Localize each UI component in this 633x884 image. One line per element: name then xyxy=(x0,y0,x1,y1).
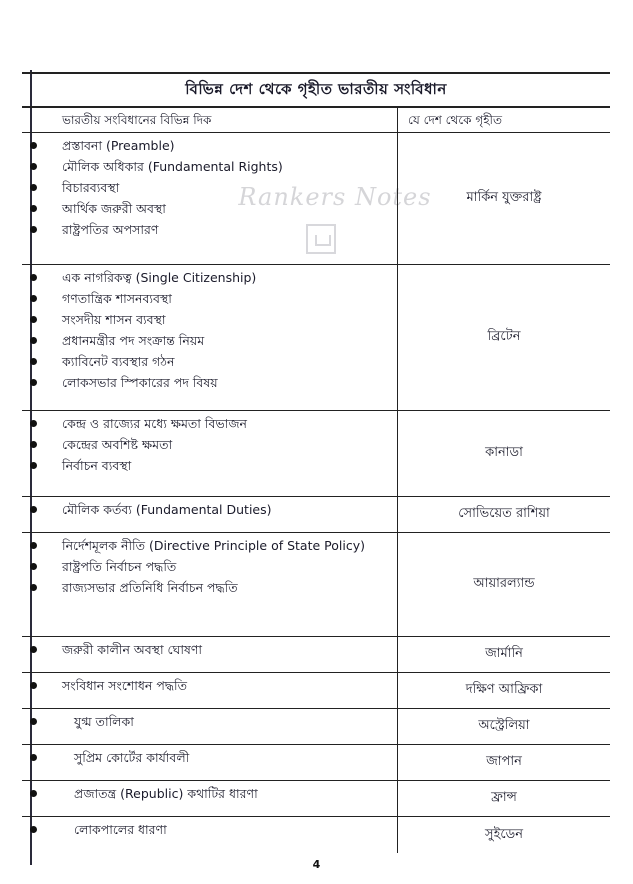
list-item: এক নাগরিকত্ব (Single Citizenship) xyxy=(22,267,397,288)
feature-cell xyxy=(22,673,398,708)
bullet-icon xyxy=(30,358,37,365)
table-row xyxy=(22,411,610,497)
list-item: মৌলিক কর্তব্য (Fundamental Duties) xyxy=(22,499,397,520)
country-cell: কানাডা xyxy=(485,445,523,460)
list-item: রাষ্ট্রপতির অপসারণ xyxy=(22,219,397,240)
bullet-icon xyxy=(30,682,37,689)
country-cell: মার্কিন যুক্তরাষ্ট্র xyxy=(466,190,542,205)
list-item: নির্দেশমূলক নীতি (Directive Principle of State Policy) xyxy=(22,535,397,556)
watermark-text: Rankers Notes xyxy=(238,183,432,211)
feature-cell xyxy=(22,133,398,264)
bullet-icon xyxy=(30,337,37,344)
list-item: প্রস্তাবনা (Preamble) xyxy=(22,135,397,156)
feature-cell xyxy=(22,533,398,636)
feature-cell xyxy=(22,411,398,496)
bullet-icon xyxy=(30,274,37,281)
country-cell: দক্ষিণ আফ্রিকা xyxy=(465,682,543,697)
bullet-icon xyxy=(30,563,37,570)
feature-cell xyxy=(22,637,398,672)
table-row xyxy=(22,265,610,411)
bullet-icon xyxy=(30,316,37,323)
constitution-sources-table xyxy=(22,72,610,853)
bullet-icon xyxy=(30,142,37,149)
table-row xyxy=(22,781,610,817)
bullet-icon xyxy=(30,506,37,513)
page-number: 4 xyxy=(312,858,321,871)
table-row xyxy=(22,133,610,265)
list-item: বিচারব্যবস্থা xyxy=(22,177,397,198)
list-item: প্রজাতন্ত্র (Republic) কথাটির ধারণা xyxy=(22,783,397,804)
bullet-icon xyxy=(30,184,37,191)
feature-cell xyxy=(22,497,398,532)
country-cell: সোভিয়েত রাশিয়া xyxy=(458,506,550,521)
table-row xyxy=(22,497,610,533)
list-item: লোকপালের ধারণা xyxy=(22,819,397,840)
country-cell: সুইডেন xyxy=(485,826,523,842)
list-item: প্রধানমন্ত্রীর পদ সংক্রান্ত নিয়ম xyxy=(22,330,397,351)
feature-cell xyxy=(22,745,398,780)
list-item: জরুরী কালীন অবস্থা ঘোষণা xyxy=(22,639,397,660)
bullet-icon xyxy=(30,163,37,170)
bullet-icon xyxy=(30,420,37,427)
table-row xyxy=(22,673,610,709)
table-row xyxy=(22,709,610,745)
list-item: ক্যাবিনেট ব্যবস্থার গঠন xyxy=(22,351,397,372)
list-item: আর্থিক জরুরী অবস্থা xyxy=(22,198,397,219)
bullet-icon xyxy=(30,826,37,833)
list-item: রাষ্ট্রপতি নির্বাচন পদ্ধতি xyxy=(22,556,397,577)
feature-cell xyxy=(22,817,398,853)
country-cell: আয়ারল্যান্ড xyxy=(473,576,535,591)
feature-cell xyxy=(22,265,398,410)
country-cell: ফ্রান্স xyxy=(491,790,517,805)
bullet-icon xyxy=(30,379,37,386)
country-cell: জার্মানি xyxy=(485,646,523,661)
table-title: বিভিন্ন দেশ থেকে গৃহীত ভারতীয় সংবিধান xyxy=(22,72,610,108)
bullet-icon xyxy=(30,542,37,549)
country-cell: ব্রিটেন xyxy=(487,329,521,344)
list-item: কেন্দ্রের অবশিষ্ট ক্ষমতা xyxy=(22,434,397,455)
bullet-icon xyxy=(30,584,37,591)
table-row xyxy=(22,533,610,637)
list-item: সুপ্রিম কোর্টের কার্যাবলী xyxy=(22,747,397,768)
country-column-header: যে দেশ থেকে গৃহীত xyxy=(408,113,502,127)
bullet-icon xyxy=(30,226,37,233)
bullet-icon xyxy=(30,441,37,448)
list-item: যুগ্ম তালিকা xyxy=(22,711,397,732)
table-row xyxy=(22,817,610,853)
list-item: কেন্দ্র ও রাজ্যের মধ্যে ক্ষমতা বিভাজন xyxy=(22,413,397,434)
feature-cell xyxy=(22,781,398,816)
country-cell: অস্ট্রেলিয়া xyxy=(478,718,530,733)
list-item: গণতান্ত্রিক শাসনব্যবস্থা xyxy=(22,288,397,309)
list-item: সংসদীয় শাসন ব্যবস্থা xyxy=(22,309,397,330)
list-item: মৌলিক অধিকার (Fundamental Rights) xyxy=(22,156,397,177)
bullet-icon xyxy=(30,790,37,797)
feature-column-header: ভারতীয় সংবিধানের বিভিন্ন দিক xyxy=(22,108,398,132)
feature-cell xyxy=(22,709,398,744)
bullet-icon xyxy=(30,754,37,761)
table-row xyxy=(22,637,610,673)
bullet-icon xyxy=(30,205,37,212)
list-item: সংবিধান সংশোধন পদ্ধতি xyxy=(22,675,397,696)
list-item: রাজ্যসভার প্রতিনিধি নির্বাচন পদ্ধতি xyxy=(22,577,397,598)
list-item: লোকসভার স্পিকারের পদ বিষয় xyxy=(22,372,397,393)
bullet-icon xyxy=(30,718,37,725)
bullet-icon xyxy=(30,295,37,302)
table-header-row xyxy=(22,108,610,133)
list-item: নির্বাচন ব্যবস্থা xyxy=(22,455,397,476)
bullet-icon xyxy=(30,462,37,469)
bullet-icon xyxy=(30,646,37,653)
table-row xyxy=(22,745,610,781)
country-cell: জাপান xyxy=(486,754,522,769)
